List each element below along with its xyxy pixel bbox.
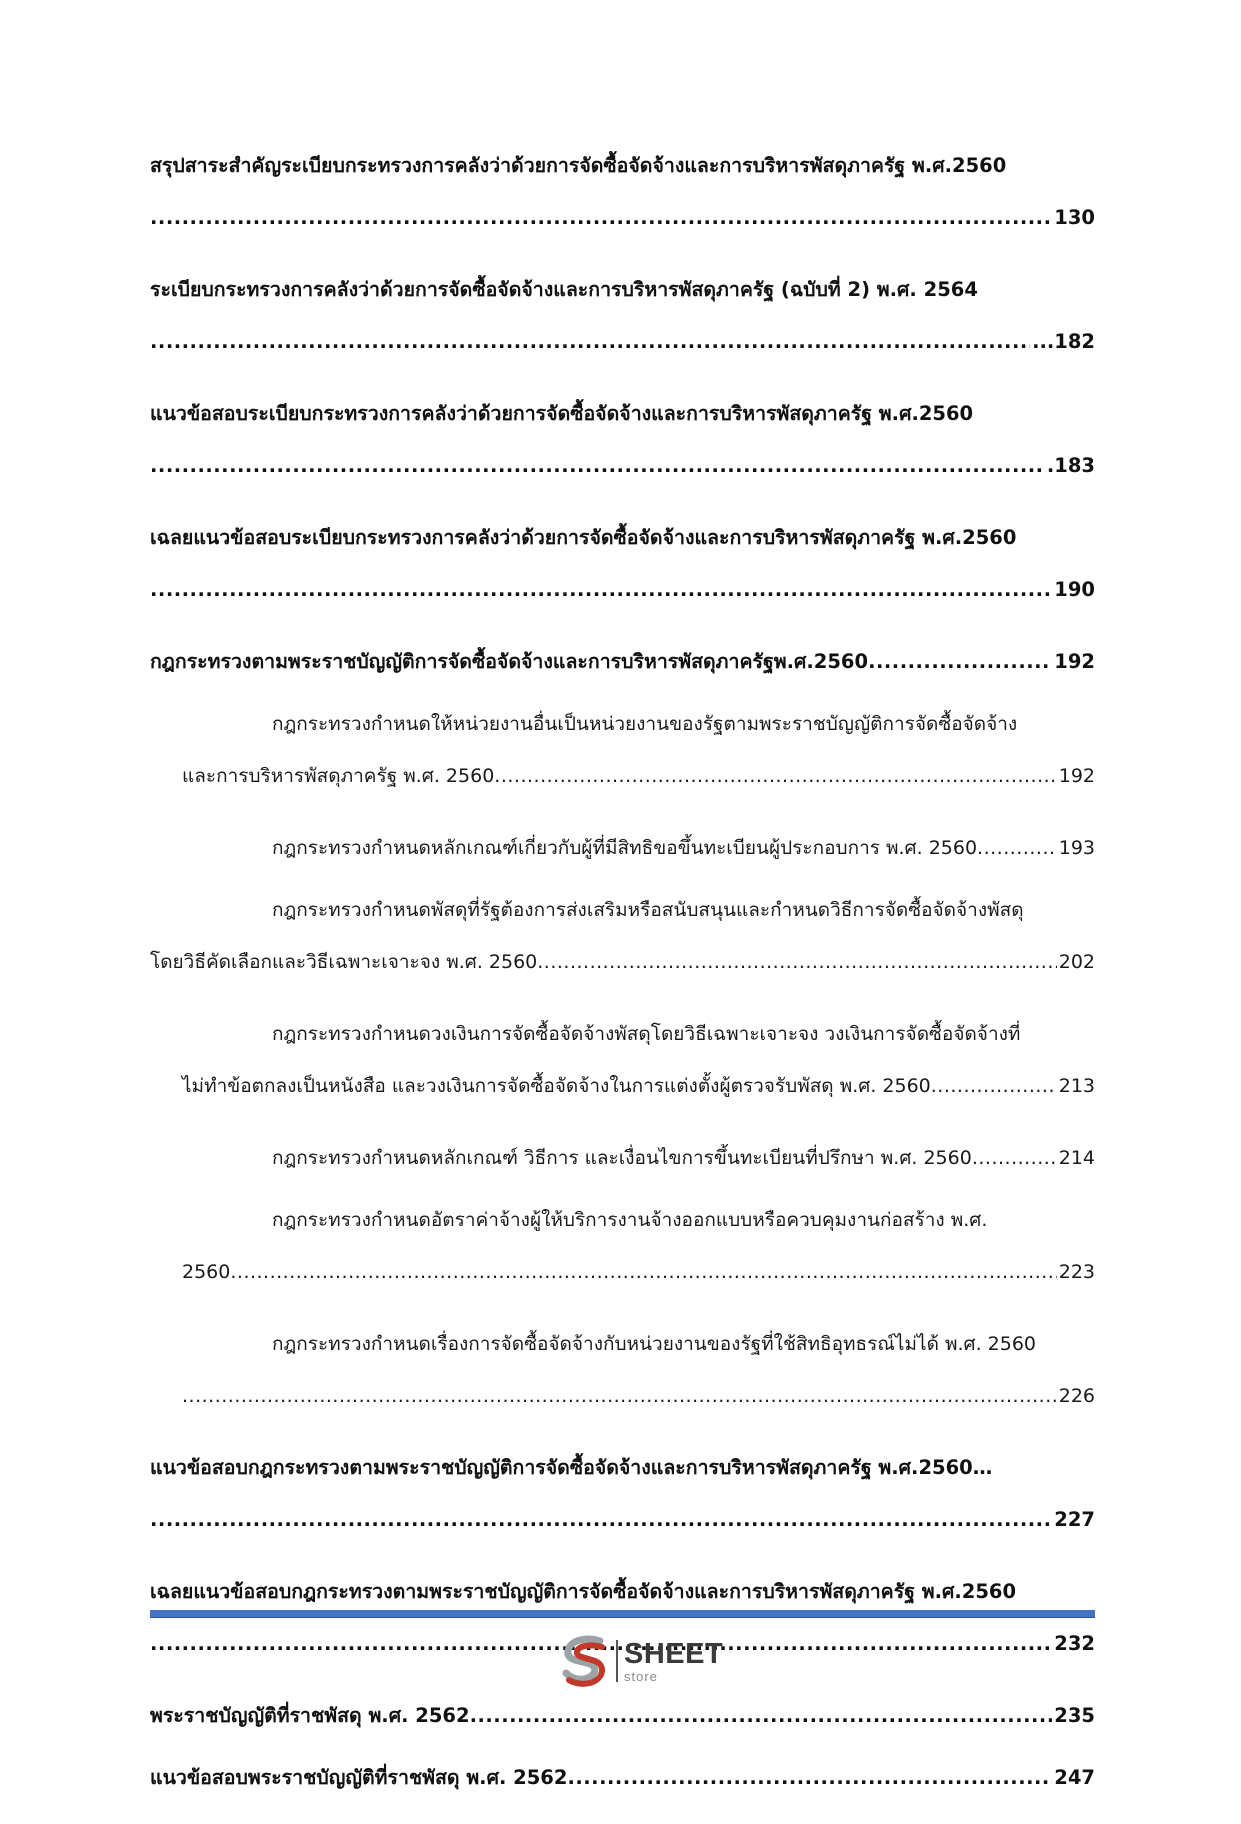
toc-page-number: 232 [1054,1632,1095,1655]
toc-page-number: 190 [1054,578,1095,601]
toc-subentry-title: กฎกระทรวงกำหนดให้หน่วยงานอื่นเป็นหน่วยงานของรัฐตามพระราชบัญญัติการจัดซื้อจัดจ้าง [272,713,1018,735]
toc-entry[interactable] [150,398,1095,482]
toc-subentry-title-cont: และการบริหารพัสดุภาครัฐ พ.ศ. 2560 [182,765,495,787]
sheet-store-logo [560,1633,723,1689]
toc-page-number: 235 [1054,1704,1095,1727]
dot-leader [150,202,1052,234]
toc-entry-title: แนวข้อสอบพระราชบัญญัติที่ราชพัสดุ พ.ศ. 2562 [150,1766,568,1789]
toc-page-number: 227 [1054,1508,1095,1531]
dot-leader [150,450,1045,482]
dot-leader [150,326,1030,358]
toc-page-number: .183 [1046,454,1095,477]
toc-subentry-title: กฎกระทรวงกำหนดหลักเกณฑ์เกี่ยวกับผู้ที่มีสิทธิขอขึ้นทะเบียนผู้ประกอบการ พ.ศ. 2560 [272,837,978,859]
toc-page-number: 214 [1058,1147,1095,1169]
dot-leader [931,1070,1057,1102]
toc-subentry[interactable] [150,1328,1095,1412]
dot-leader [977,832,1057,864]
toc-subentry-title-cont: โดยวิธีคัดเลือกและวิธีเฉพาะเจาะจง พ.ศ. 2560 [150,951,538,973]
toc-subentry-title-cont: 2560 [182,1261,231,1283]
dot-leader [470,1700,1053,1732]
toc-page-number: 202 [1058,951,1095,973]
toc-page-number: 247 [1054,1766,1095,1789]
sheet-store-s-logo-icon [560,1635,610,1687]
dot-leader [150,1504,1052,1536]
toc-entry[interactable] [150,1700,1095,1732]
toc-entry-title: ระเบียบกระทรวงการคลังว่าด้วยการจัดซื้อจัดจ้างและการบริหารพัสดุภาครัฐ (ฉบับที่ 2) พ.ศ. 2564 [150,278,978,301]
toc-entry[interactable] [150,1452,1095,1536]
toc-subentry-title: กฎกระทรวงกำหนดอัตราค่าจ้างผู้ให้บริการงานจ้างออกแบบหรือควบคุมงานก่อสร้าง พ.ศ. [272,1209,988,1231]
footer-rule [150,1610,1095,1618]
dot-leader [537,946,1056,978]
toc-subentry[interactable] [150,1142,1095,1174]
toc-entry[interactable] [150,150,1095,234]
toc-page-number: 192 [1058,765,1095,787]
toc-page-number: ...182 [1032,330,1095,353]
toc-entry-title: พระราชบัญญัติที่ราชพัสดุ พ.ศ. 2562 [150,1704,470,1727]
toc-entry[interactable] [150,274,1095,358]
dot-leader [494,760,1056,792]
toc-subentry[interactable] [150,1018,1095,1102]
dot-leader [972,1142,1057,1174]
toc-subentry-title: กฎกระทรวงกำหนดวงเงินการจัดซื้อจัดจ้างพัสดุโดยวิธีเฉพาะเจาะจง วงเงินการจัดซื้อจัดจ้างที่ [272,1023,1021,1045]
toc-subentry-title: กฎกระทรวงกำหนดเรื่องการจัดซื้อจัดจ้างกับหน่วยงานของรัฐที่ใช้สิทธิอุทธรณ์ไม่ได้ พ.ศ. 2560 [272,1333,1036,1355]
toc-page-number: 213 [1058,1075,1095,1097]
logo-subtext: store [624,1668,658,1684]
toc-entry[interactable] [150,1762,1095,1794]
logo-wordmark: SHEET [624,1637,724,1670]
toc-entry[interactable] [150,646,1095,678]
toc-entry[interactable] [150,522,1095,606]
dot-leader [150,574,1052,606]
dot-leader [182,1380,1057,1412]
toc-page-number: 130 [1054,206,1095,229]
toc-subentry-title: กฎกระทรวงกำหนดพัสดุที่รัฐต้องการส่งเสริมหรือสนับสนุนและกำหนดวิธีการจัดซื้อจัดจ้างพัสดุ [272,899,1024,921]
table-of-contents [150,150,1095,1824]
toc-page-number: 223 [1058,1261,1095,1283]
logo-divider [616,1640,618,1682]
dot-leader [567,1762,1052,1794]
toc-subentry[interactable] [150,1204,1095,1288]
toc-subentry[interactable] [150,708,1095,792]
toc-subentry-title-cont: ไม่ทำข้อตกลงเป็นหนังสือ และวงเงินการจัดซื้อจัดจ้างในการแต่งตั้งผู้ตรวจรับพัสดุ พ.ศ. 2560 [182,1075,931,1097]
dot-leader [868,646,1052,678]
dot-leader [230,1256,1056,1288]
toc-subentry[interactable] [150,832,1095,864]
toc-page-number: 226 [1058,1385,1095,1407]
toc-page-number: 192 [1054,650,1095,673]
toc-subentry[interactable] [150,894,1095,978]
toc-entry-title: เฉลยแนวข้อสอบระเบียบกระทรวงการคลังว่าด้วยการจัดซื้อจัดจ้างและการบริหารพัสดุภาครัฐ พ.ศ.2560 [150,526,1017,549]
toc-subentry-title: กฎกระทรวงกำหนดหลักเกณฑ์ วิธีการ และเงื่อนไขการขึ้นทะเบียนที่ปรึกษา พ.ศ. 2560 [272,1147,972,1169]
toc-entry-title: แนวข้อสอบระเบียบกระทรวงการคลังว่าด้วยการจัดซื้อจัดจ้างและการบริหารพัสดุภาครัฐ พ.ศ.2560 [150,402,974,425]
toc-page-number: 193 [1058,837,1095,859]
toc-entry-title: สรุปสาระสำคัญระเบียบกระทรวงการคลังว่าด้วยการจัดซื้อจัดจ้างและการบริหารพัสดุภาครัฐ พ.ศ.2560 [150,154,1007,177]
toc-entry-title: กฎกระทรวงตามพระราชบัญญัติการจัดซื้อจัดจ้างและการบริหารพัสดุภาครัฐพ.ศ.2560 [150,650,869,673]
toc-entry-title: เฉลยแนวข้อสอบกฎกระทรวงตามพระราชบัญญัติการจัดซื้อจัดจ้างและการบริหารพัสดุภาครัฐ พ.ศ.2560 [150,1580,1017,1603]
toc-entry-title: แนวข้อสอบกฎกระทรวงตามพระราชบัญญัติการจัดซื้อจัดจ้างและการบริหารพัสดุภาครัฐ พ.ศ.2560… [150,1456,993,1479]
